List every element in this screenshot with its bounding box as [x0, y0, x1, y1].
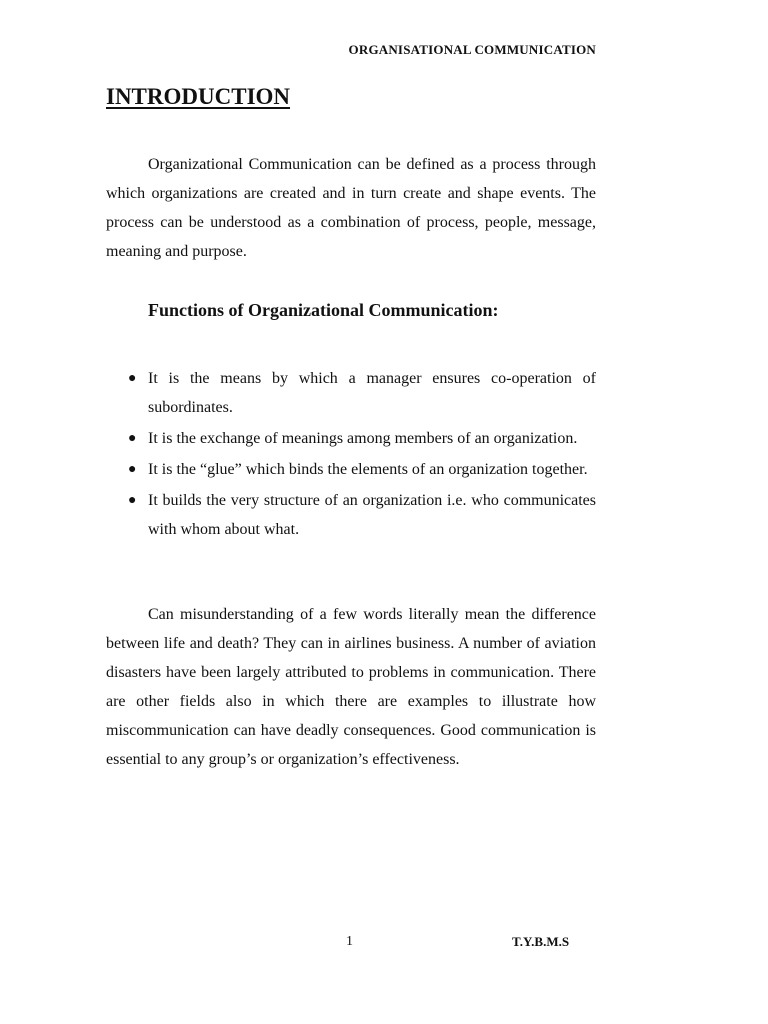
list-item — [128, 424, 596, 453]
list-item — [128, 364, 596, 422]
bullet-icon: ● — [128, 493, 137, 508]
list-item — [128, 486, 596, 544]
bullet-icon: ● — [128, 462, 137, 477]
functions-heading: Functions of Organizational Communication: — [148, 300, 499, 320]
list-item-text: It builds the very structure of an organization i.e. who communicates with whom about what. — [148, 492, 596, 538]
footer-course-label: T.Y.B.M.S — [512, 934, 570, 949]
page-number: 1 — [346, 934, 353, 949]
list-item-text: It is the “glue” which binds the elements of an organization together. — [148, 461, 588, 478]
functions-list — [128, 364, 596, 546]
closing-paragraph: Can misunderstanding of a few words literally mean the difference between life and death? They can in airlines business. A number of aviation disasters have been largely attributed to problems in communication. There are other fields also in which there are examples to illustrate how miscommunication can have deadly consequences. Good communication is essential to any group’s or organization’s effectiveness. — [106, 606, 596, 768]
bullet-icon: ● — [128, 371, 137, 386]
list-item — [128, 455, 596, 484]
running-header: ORGANISATIONAL COMMUNICATION — [348, 42, 596, 57]
page-title: INTRODUCTION — [106, 84, 291, 109]
list-item-text: It is the exchange of meanings among members of an organization. — [148, 430, 578, 447]
bullet-icon: ● — [128, 431, 137, 446]
intro-paragraph: Organizational Communication can be defined as a process through which organizations are created and in turn create and shape events. The process can be understood as a combination of process, people, message, meaning and purpose. — [106, 156, 596, 260]
list-item-text: It is the means by which a manager ensures co-operation of subordinates. — [148, 370, 596, 416]
